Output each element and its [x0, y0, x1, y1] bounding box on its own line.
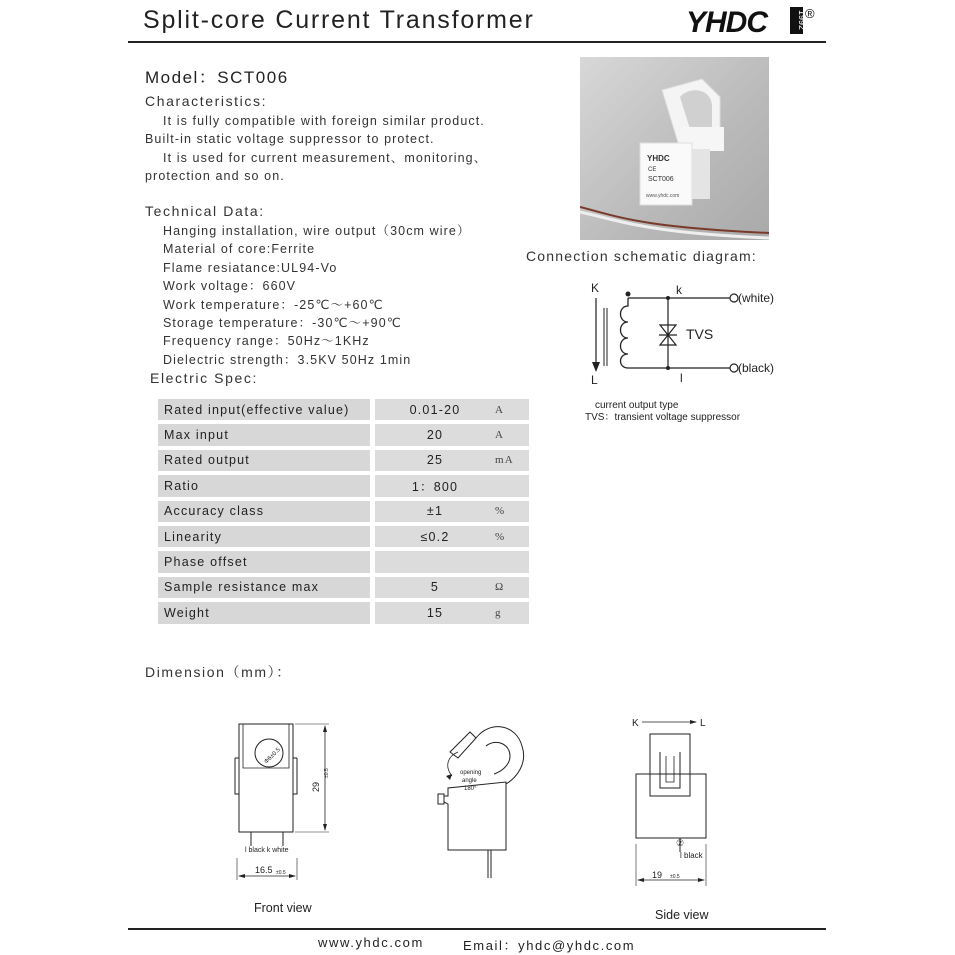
model-name: Model：SCT006: [145, 68, 289, 87]
spec-row: [158, 424, 529, 445]
characteristics-line: protection and so on.: [145, 169, 285, 184]
spec-row: [158, 501, 529, 522]
spec-unit: Ω: [495, 577, 529, 598]
opening-view-drawing: [430, 718, 550, 888]
characteristics-line: It is used for current measurement、monitoring、: [163, 150, 488, 165]
spec-row: [158, 399, 529, 420]
spec-label: Rated input(effective value): [158, 399, 370, 420]
side-view-drawing: [620, 712, 730, 888]
technical-line: Work voltage：660V: [163, 279, 297, 294]
spec-unit: [495, 475, 529, 496]
spec-unit: mA: [495, 450, 529, 471]
spec-label: Max input: [158, 424, 370, 445]
width-tolerance: ±0.5: [276, 870, 286, 876]
spec-label: Ratio: [158, 475, 370, 496]
spec-unit: A: [495, 399, 529, 420]
spec-unit: A: [495, 424, 529, 445]
spec-value: [375, 551, 495, 572]
technical-line: Dielectric strength：3.5KV 50Hz 1min: [163, 352, 412, 367]
pin-marker: ②: [676, 838, 685, 848]
front-view-drawing: [225, 718, 335, 886]
side-view-caption: Side view: [655, 908, 709, 922]
registered-mark: ®: [805, 6, 815, 21]
photo-mark: CE: [648, 167, 657, 173]
coil-icon: [621, 298, 629, 368]
spec-label: Linearity: [158, 526, 370, 547]
front-view-caption: Front view: [254, 901, 312, 915]
spec-row: [158, 602, 529, 623]
electric-spec-table: [158, 395, 529, 628]
spec-label: Accuracy class: [158, 501, 370, 522]
page-title: Split-core Current Transformer: [143, 6, 535, 34]
brand-text: YHDC: [686, 6, 768, 39]
characteristics-heading: Characteristics:: [145, 93, 268, 109]
technical-line: Hanging installation, wire output（30cm wire）: [163, 224, 471, 238]
black-label: (black): [738, 361, 775, 375]
photo-brand: YHDC: [647, 154, 670, 163]
white-label: (white): [738, 291, 775, 305]
schematic-note-output: current output type: [595, 400, 679, 411]
spec-label: Phase offset: [158, 551, 370, 572]
photo-model: SCT006: [648, 176, 674, 183]
side-width-tolerance: ±0.5: [670, 874, 680, 880]
pin-labels: l black k white: [245, 847, 289, 854]
spec-value: 5: [375, 577, 495, 598]
technical-list: [163, 222, 471, 369]
angle-label: angle: [462, 778, 477, 784]
schematic-l: l: [680, 371, 683, 385]
spec-row: [158, 475, 529, 496]
spec-label: Sample resistance max: [158, 577, 370, 598]
spec-unit: [495, 551, 529, 572]
schematic-K: K: [591, 281, 600, 295]
spec-unit: g: [495, 602, 529, 623]
spec-value: 25: [375, 450, 495, 471]
brand-logo: [684, 4, 820, 40]
spec-value: 1：800: [375, 475, 495, 496]
technical-heading: Technical Data:: [145, 203, 265, 219]
spec-value: 0.01-20: [375, 399, 495, 420]
spec-row: [158, 450, 529, 471]
tvs-label: TVS: [686, 326, 714, 342]
photo-url: www.yhdc.com: [646, 193, 680, 199]
footer-email[interactable]: Email：yhdc@yhdc.com: [463, 938, 636, 953]
technical-line: Storage temperature：-30℃～+90℃: [163, 315, 402, 330]
product-photo: [580, 57, 769, 240]
diameter-label: Φ6±0.5: [263, 747, 282, 766]
width-value: 16.5: [255, 865, 273, 875]
schematic-note-tvs: TVS：transient voltage suppressor: [585, 412, 741, 423]
spec-label: Weight: [158, 602, 370, 623]
height-value: 29: [311, 781, 321, 792]
spec-unit: %: [495, 526, 529, 547]
side-width-value: 19: [652, 870, 663, 880]
schematic-k: k: [676, 283, 682, 297]
dimension-heading: Dimension（mm）：: [145, 664, 292, 680]
electric-heading: Electric Spec:: [150, 370, 258, 386]
black-terminal: [730, 364, 738, 372]
angle-value: 180°: [464, 786, 477, 792]
spec-row: [158, 526, 529, 547]
header-divider: [128, 41, 826, 43]
product-illustration: [580, 57, 769, 240]
technical-line: Work temperature：-25℃～+60℃: [163, 297, 384, 312]
white-terminal: [730, 294, 738, 302]
spec-value: 20: [375, 424, 495, 445]
spec-row: [158, 577, 529, 598]
technical-line: Frequency range：50Hz～1KHz: [163, 334, 370, 349]
spec-value: ±1: [375, 501, 495, 522]
schematic-L: L: [591, 373, 598, 387]
characteristics-text: [145, 112, 487, 186]
side-pin-label: l black: [680, 851, 703, 860]
footer-website[interactable]: www.yhdc.com: [318, 935, 424, 950]
footer-divider: [128, 928, 826, 930]
technical-line: Flame resiatance:UL94-Vo: [163, 260, 338, 275]
spec-value: 15: [375, 602, 495, 623]
characteristics-line: Built-in static voltage suppressor to protect.: [145, 132, 435, 147]
characteristics-line: It is fully compatible with foreign similar product.: [163, 114, 485, 128]
schematic-heading: Connection schematic diagram:: [526, 248, 757, 264]
side-K: K: [632, 718, 639, 729]
spec-row: [158, 551, 529, 572]
spec-value: ≤0.2: [375, 526, 495, 547]
technical-line: Material of core:Ferrite: [163, 242, 316, 257]
side-L: L: [700, 718, 706, 729]
opening-label: opening: [460, 770, 482, 776]
spec-label: Rated output: [158, 450, 370, 471]
height-tolerance: ±0.5: [324, 768, 330, 778]
brand-year: 1992: [797, 10, 807, 31]
spec-unit: %: [495, 501, 529, 522]
connection-schematic: [580, 278, 820, 428]
